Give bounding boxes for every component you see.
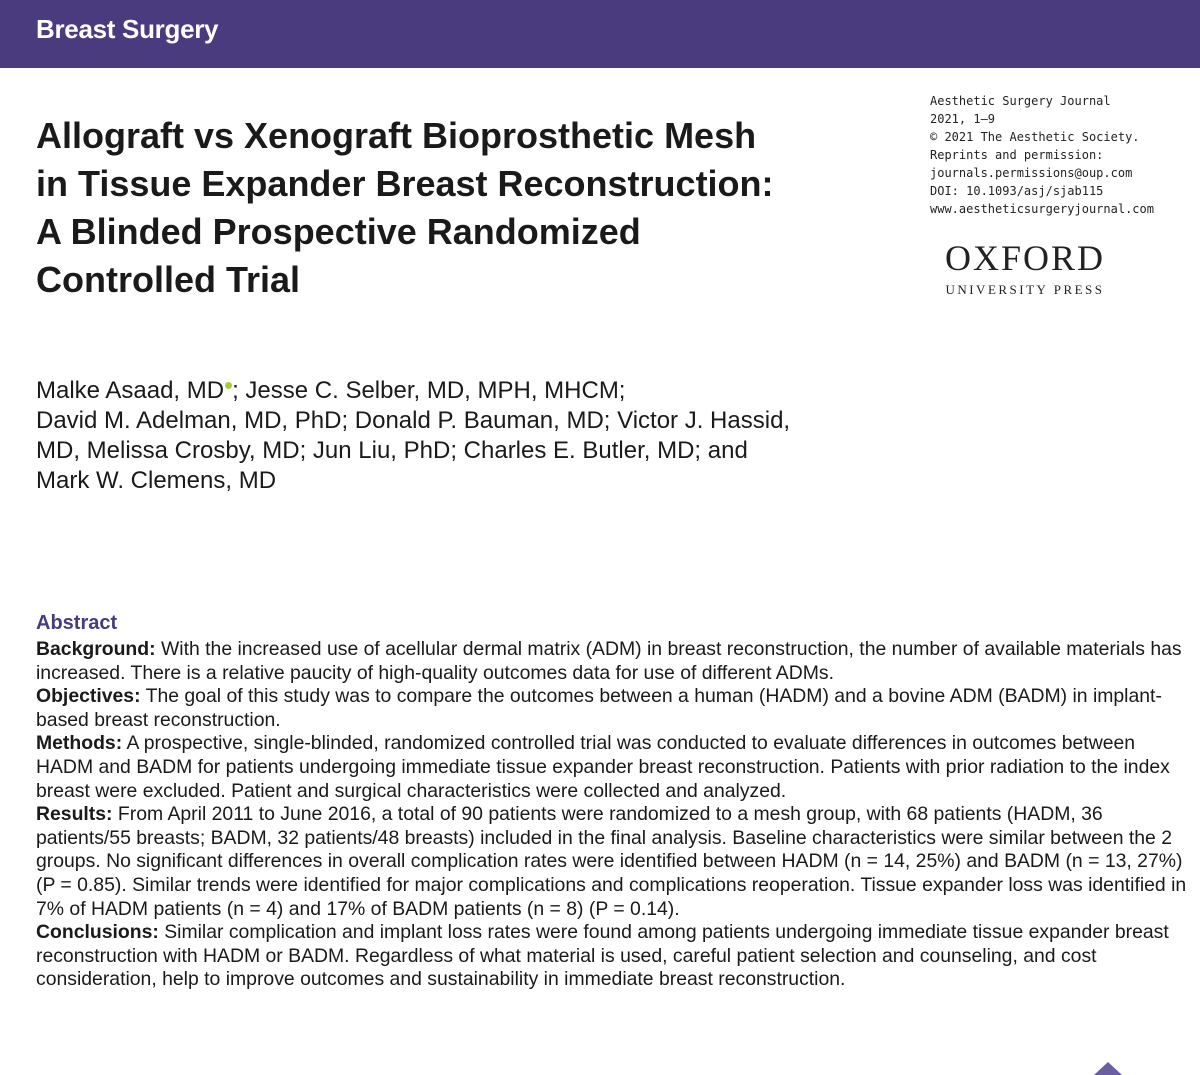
title-line: in Tissue Expander Breast Reconstruction: [36, 163, 774, 204]
section-text: The goal of this study was to compare the outcomes between a human (HADM) and a bovine ADM (BADM) in implant-based breast reconstruction. [36, 685, 1162, 731]
article-title [36, 112, 856, 304]
section-banner [0, 0, 1200, 68]
section-text: From April 2011 to June 2016, a total of 90 patients were randomized to a mesh group, with 68 patients (HADM, 36 patients/55 breasts; BADM, 32 patients/48 breasts) included in the final analysis. Baseline characteristics were similar between the 2 groups. No significant differences in overall complication rates were identified between HADM (n = 14, 25%) and BADM (n = 13, 27%) (P = 0.85). Similar trends were identified for major complications and complications reoperation. Tissue expander loss was identified in 7% of HADM patients (n = 4) and 17% of BADM patients (n = 8) (P = 0.14). [36, 803, 1187, 920]
author-line: MD, Melissa Crosby, MD; Jun Liu, PhD; Charles E. Butler, MD; and [36, 437, 748, 464]
author-name: ; Jesse C. Selber, MD, MPH, MHCM; [232, 377, 626, 404]
journal-info [930, 92, 1154, 218]
author-line: David M. Adelman, MD, PhD; Donald P. Bauman, MD; Victor J. Hassid, [36, 407, 791, 434]
author-line: Mark W. Clemens, MD [36, 467, 277, 494]
title-line: Allograft vs Xenograft Bioprosthetic Mesh [36, 115, 757, 156]
section-label: Breast Surgery [36, 14, 219, 44]
abstract-methods [36, 732, 1192, 803]
title-line: Controlled Trial [36, 259, 301, 300]
section-label: Objectives: [36, 685, 141, 708]
abstract-results [36, 803, 1192, 921]
abstract-heading: Abstract [36, 612, 118, 634]
author-line [36, 376, 876, 406]
journal-year-pages: 2021, 1–9 [930, 112, 996, 126]
abstract-background [36, 638, 1192, 685]
publisher-subtitle: UNIVERSITY PRESS [945, 282, 1105, 297]
journal-name: Aesthetic Surgery Journal [930, 94, 1111, 108]
title-line: A Blinded Prospective Randomized [36, 211, 641, 252]
copyright-line: © 2021 The Aesthetic Society. [930, 130, 1140, 144]
abstract-objectives [36, 685, 1192, 732]
reprints-line: Reprints and permission: [930, 148, 1104, 162]
publisher-name: OXFORD [944, 238, 1106, 278]
abstract-conclusions [36, 921, 1192, 992]
section-text: With the increased use of acellular dermal matrix (ADM) in breast reconstruction, the number of available materials has increased. There is a relative paucity of high-quality outcomes data for use of different ADMs. [36, 638, 1182, 684]
author-list [36, 376, 876, 496]
section-label: Background: [36, 638, 156, 660]
decorative-triangle [1094, 1062, 1122, 1075]
publisher-logo [930, 238, 1120, 298]
doi-link[interactable]: DOI: 10.1093/asj/sjab115 [930, 184, 1104, 198]
section-text: A prospective, single-blinded, randomized controlled trial was conducted to evaluate differences in outcomes between HADM and BADM for patients undergoing immediate tissue expander breast reconstruction. Patients with prior radiation to the index breast were excluded. Patient and surgical characteristics were collected and analyzed. [36, 732, 1170, 802]
abstract-body [36, 638, 1192, 992]
section-label: Results: [36, 803, 113, 826]
author-name: Malke Asaad, MD [36, 377, 225, 404]
section-label: Conclusions: [36, 921, 159, 944]
permissions-email-link[interactable]: journals.permissions@oup.com [930, 166, 1133, 180]
journal-website-link[interactable]: www.aestheticsurgeryjournal.com [930, 202, 1154, 216]
section-label: Methods: [36, 732, 123, 755]
section-text: Similar complication and implant loss rates were found among patients undergoing immediate tissue expander breast reconstruction with HADM or BADM. Regardless of what material is used, careful patient selection and counseling, and cost consideration, help to improve outcomes and sustainability in immediate breast reconstruction. [36, 921, 1169, 991]
